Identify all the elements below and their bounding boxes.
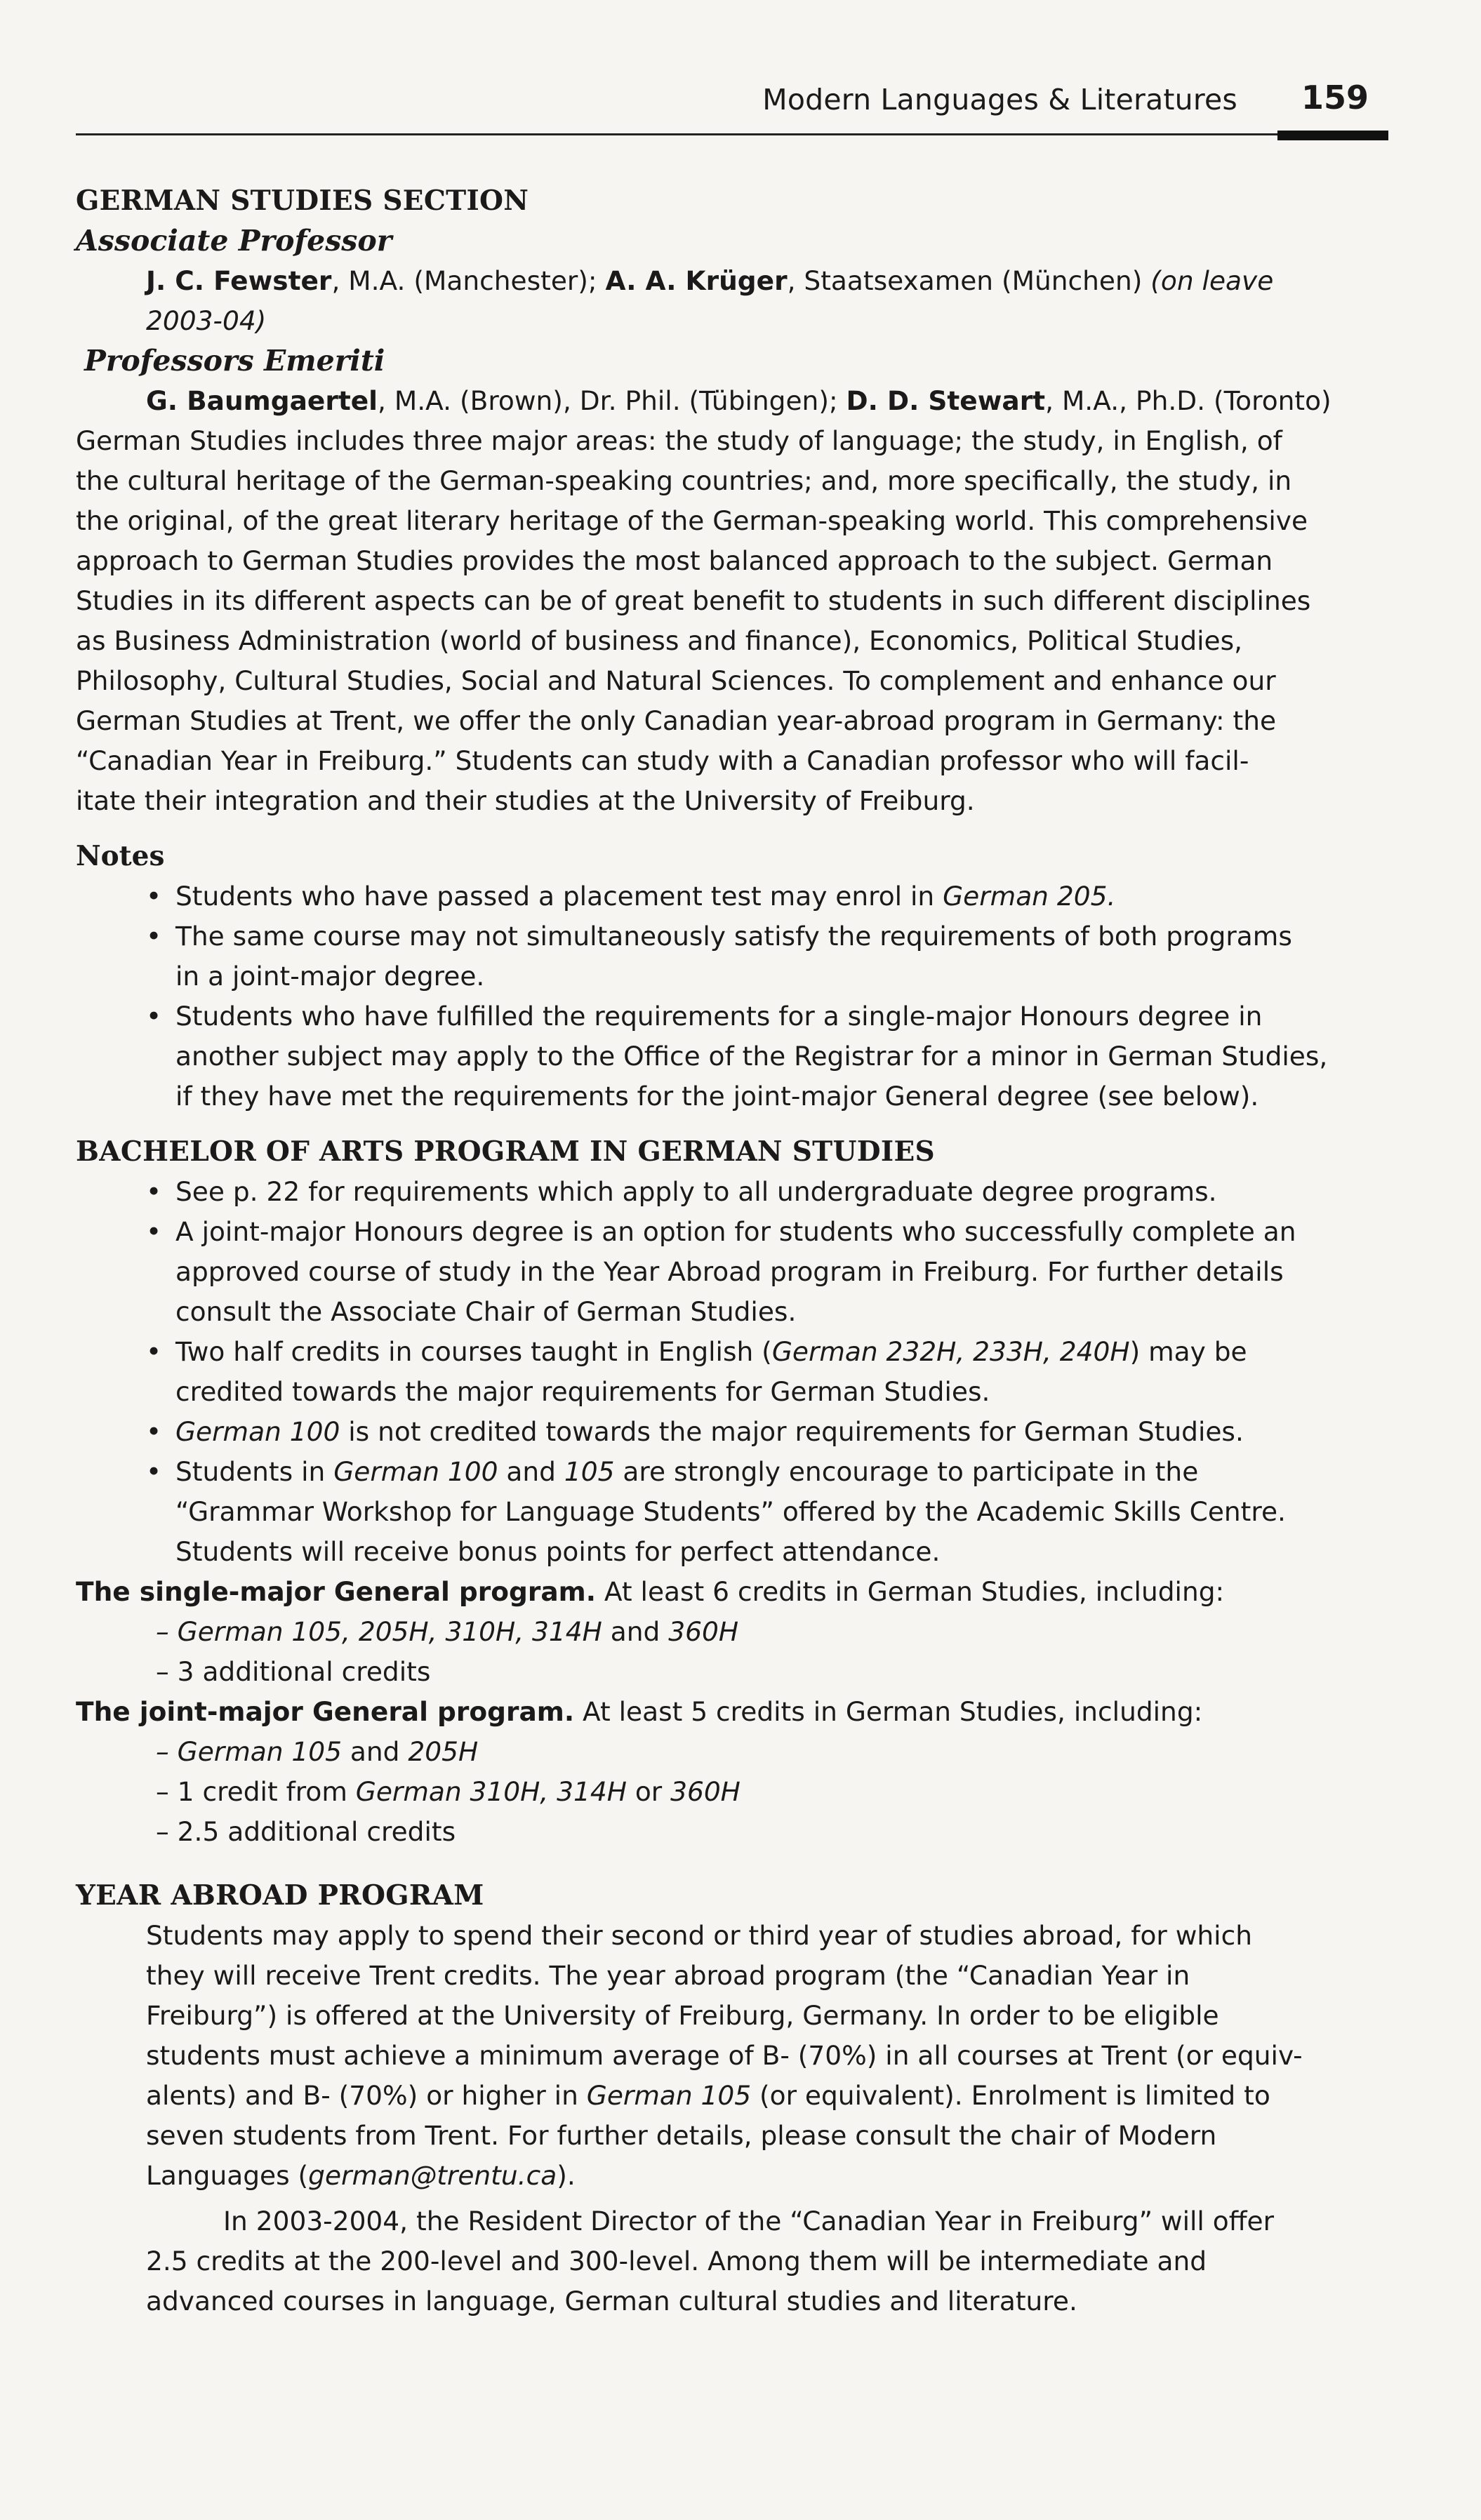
note-item: • The same course may not simultaneously satisfy the requirements of both programs in a joint-major degree.	[146, 916, 1395, 996]
ba-item: • See p. 22 for requirements which apply to all undergraduate degree programs.	[146, 1172, 1395, 1212]
faculty-credentials: , M.A. (Brown), Dr. Phil. (Tübingen);	[378, 385, 846, 416]
header-rule-tab	[1277, 131, 1388, 140]
faculty-credentials: , M.A., Ph.D. (Toronto)	[1045, 385, 1331, 416]
intro-line: “Canadian Year in Freiburg.” Students can study with a Canadian professor who will facil-	[76, 745, 1249, 776]
bullet-icon: •	[146, 1336, 162, 1367]
bullet-icon: •	[146, 1416, 162, 1447]
single-major-requirement: – 3 additional credits	[156, 1656, 431, 1687]
contact-email: german@trentu.ca	[308, 2160, 557, 2191]
page-number: 159	[1301, 79, 1369, 116]
year-abroad-heading: YEAR ABROAD PROGRAM	[76, 1879, 484, 1912]
joint-major-program: The joint-major General program. At least 5 credits in German Studies, including:	[76, 1696, 1203, 1727]
header-rule	[76, 133, 1388, 135]
single-major-requirement: – German 105, 205H, 310H, 314H and 360H	[156, 1616, 739, 1647]
intro-paragraph	[76, 421, 1395, 821]
intro-line: as Business Administration (world of business and finance), Economics, Political Studies,	[76, 625, 1243, 656]
faculty-name: A. A. Krüger	[605, 265, 788, 296]
associate-professors	[76, 261, 1395, 341]
joint-major-requirement: – German 105 and 205H	[156, 1736, 479, 1767]
single-major-label: The single-major General program.	[76, 1576, 596, 1607]
faculty-name: G. Baumgaertel	[146, 385, 378, 416]
leave-note-year: 2003-04)	[146, 305, 267, 336]
leave-note: (on leave	[1150, 265, 1274, 296]
bullet-icon: •	[146, 1176, 162, 1207]
intro-line: approach to German Studies provides the most balanced approach to the subject. German	[76, 545, 1273, 576]
note-item: • Students who have fulfilled the requirements for a single-major Honours degree in another subject may apply to the Office of the Registrar for a minor in German Studies, if they have met the requirements for the joint-major General degree (see below).	[146, 996, 1395, 1116]
joint-major-requirement: – 1 credit from German 310H, 314H or 360H	[156, 1776, 740, 1807]
note-item: • Students who have passed a placement test may enrol in German 205.	[146, 876, 1395, 916]
faculty-credentials: , Staatsexamen (München)	[787, 265, 1151, 296]
emeriti-professors	[76, 381, 1395, 421]
intro-line: Philosophy, Cultural Studies, Social and Natural Sciences. To complement and enhance our	[76, 665, 1276, 696]
ba-item: • A joint-major Honours degree is an option for students who successfully complete an approved course of study in the Year Abroad program in Freiburg. For further details consult the Associate Chair of German Studies.	[146, 1212, 1395, 1332]
bullet-icon: •	[146, 1456, 162, 1487]
joint-major-requirement: – 2.5 additional credits	[156, 1816, 456, 1847]
ba-item: • German 100 is not credited towards the major requirements for German Studies.	[146, 1412, 1395, 1452]
ba-program-heading: BACHELOR OF ARTS PROGRAM IN GERMAN STUDIES	[76, 1135, 935, 1168]
emeriti-rank: Professors Emeriti	[84, 344, 385, 378]
ba-requirements-list	[76, 1172, 1395, 1572]
associate-professor-rank: Associate Professor	[76, 224, 392, 258]
faculty-name: J. C. Fewster	[146, 265, 332, 296]
notes-list	[76, 876, 1395, 1116]
joint-major-label: The joint-major General program.	[76, 1696, 575, 1727]
single-major-program: The single-major General program. At least 6 credits in German Studies, including:	[76, 1576, 1225, 1607]
bullet-icon: •	[146, 921, 162, 952]
intro-line: German Studies at Trent, we offer the only Canadian year-abroad program in Germany: the	[76, 705, 1277, 736]
year-abroad-paragraph: Students may apply to spend their second or third year of studies abroad, for which they will receive Trent credits. The year abroad program (the “Canadian Year in Freiburg”) is offered at the University of Freiburg, Germany. In order to be eligible students must achieve a minimum average of B- (70%) in all courses at Trent (or equiv- alents) and B- (70%) or higher in German 105 (or equivalent). Enrolment is limited to seven students from Trent. For further details, please consult the chair of Modern Languages (german@trentu.ca).	[146, 1920, 1303, 2191]
intro-line: itate their integration and their studies at the University of Freiburg.	[76, 785, 975, 816]
notes-heading: Notes	[76, 840, 165, 872]
intro-line: the cultural heritage of the German-speaking countries; and, more specifically, the study, in	[76, 465, 1292, 496]
faculty-name: D. D. Stewart	[846, 385, 1046, 416]
faculty-credentials: , M.A. (Manchester);	[331, 265, 606, 296]
intro-line: the original, of the great literary heritage of the German-speaking world. This comprehensive	[76, 505, 1308, 536]
intro-line: Studies in its different aspects can be of great benefit to students in such different disciplines	[76, 585, 1311, 616]
bullet-icon: •	[146, 1216, 162, 1247]
page-header	[76, 77, 1388, 133]
bullet-icon: •	[146, 1001, 162, 1032]
intro-line: German Studies includes three major areas: the study of language; the study, in English, of	[76, 425, 1282, 456]
ba-item: • Two half credits in courses taught in English (German 232H, 233H, 240H) may be credited towards the major requirements for German Studies.	[146, 1332, 1395, 1412]
ba-item: • Students in German 100 and 105 are strongly encourage to participate in the “Grammar Workshop for Language Students” offered by the Academic Skills Centre. Students will receive bonus points for perfect attendance.	[146, 1452, 1395, 1572]
running-head: Modern Languages & Literatures	[762, 83, 1237, 116]
year-abroad-paragraph-2: In 2003-2004, the Resident Director of the “Canadian Year in Freiburg” will offer 2.5 credits at the 200-level and 300-level. Among them will be intermediate and advanced courses in language, German cultural studies and literature.	[146, 2206, 1275, 2316]
bullet-icon: •	[146, 881, 162, 912]
page-content	[76, 181, 1395, 2321]
section-heading: GERMAN STUDIES SECTION	[76, 185, 529, 217]
